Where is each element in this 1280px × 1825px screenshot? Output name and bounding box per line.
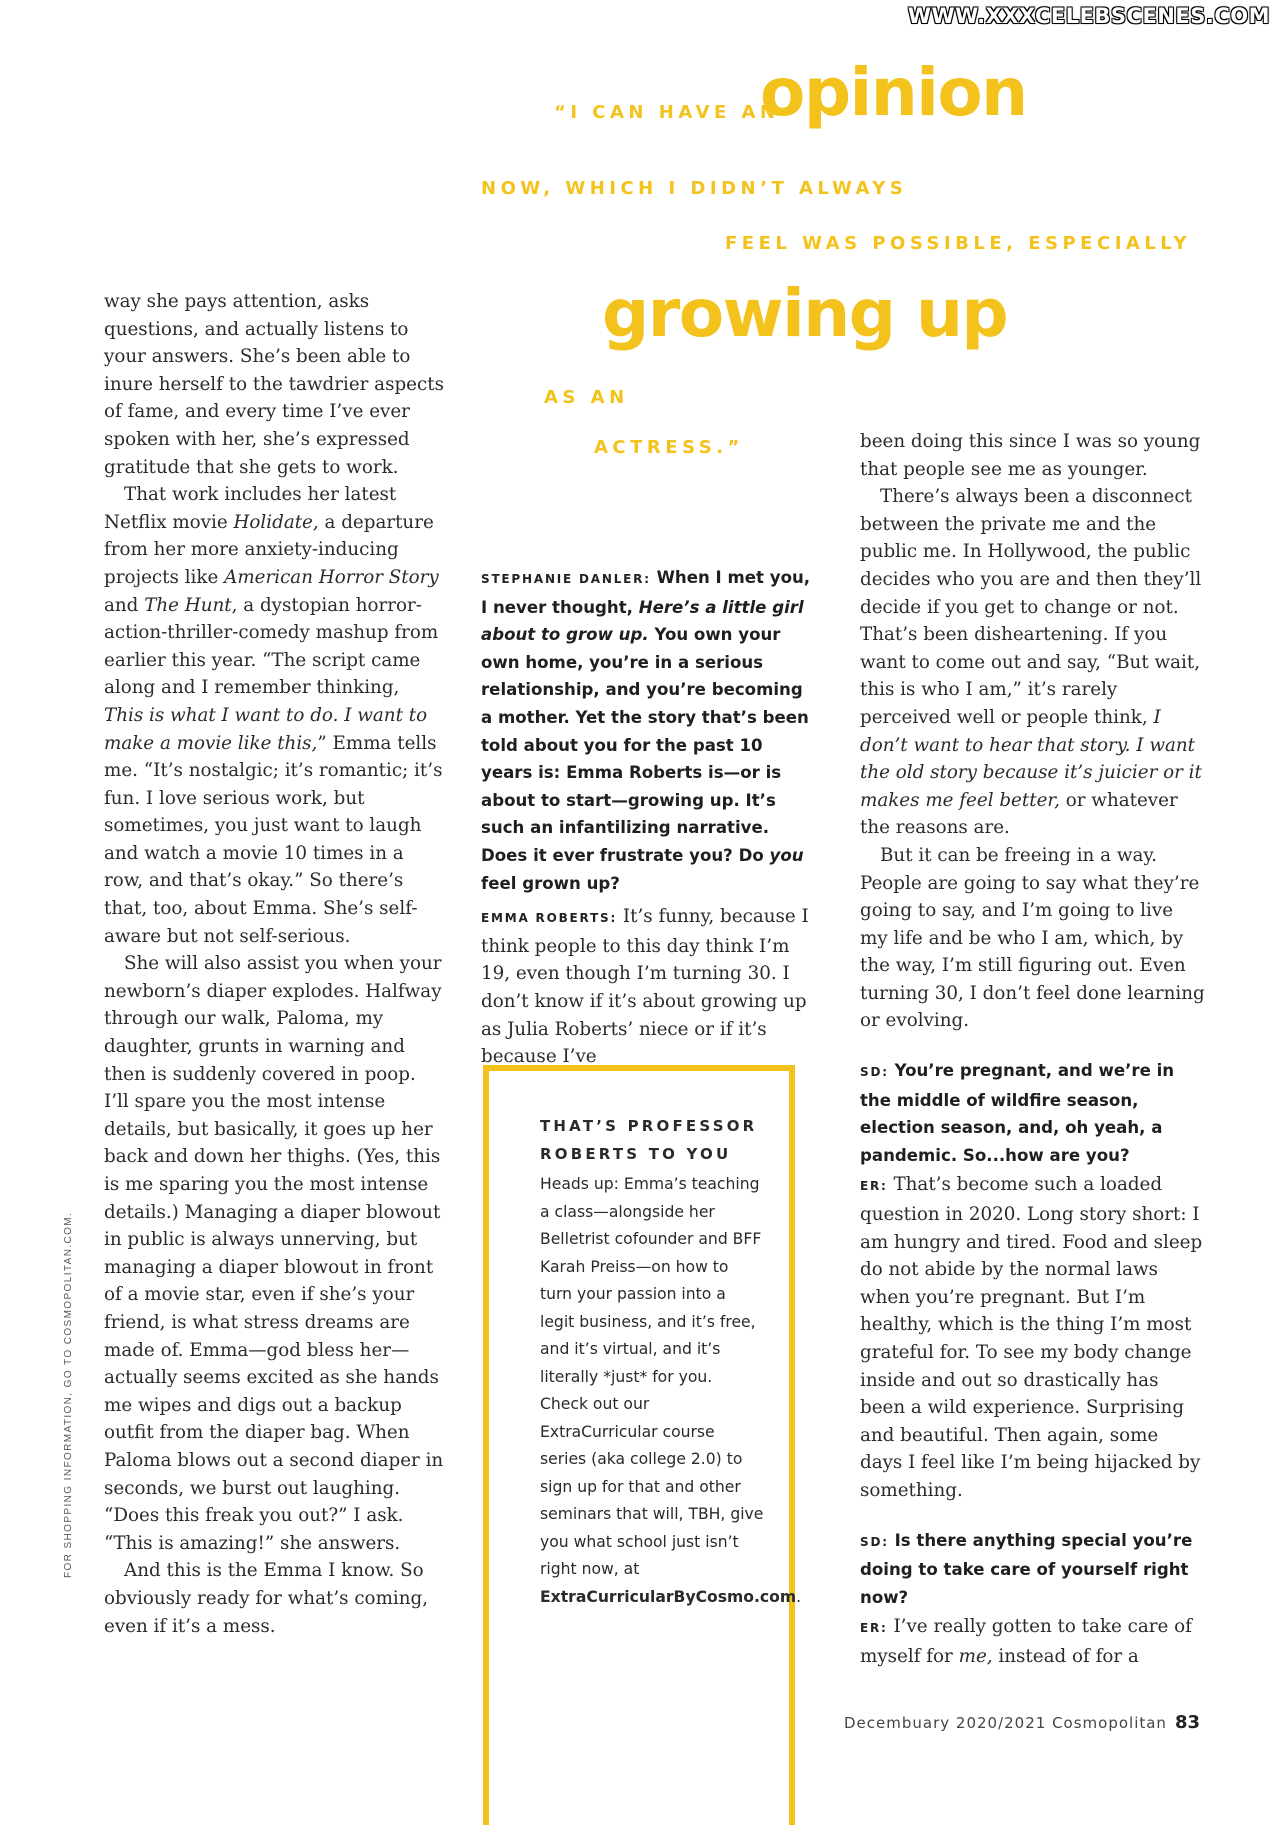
text: . [796,1587,802,1606]
italic-title: The Hunt [144,594,232,616]
text: There’s always been a disconnect between the private me and the public me. In Hollywood, the public decides who you are and then they’ll decide if you get to change or not. That’s been disheartening. If you want to come out and say, “But wait, this is who I am,” it’s rarely perceived well or people think, [860,486,1202,728]
text: You’re pregnant, and we’re in the middle of wildfire season, election season, and, oh yeah, a pandemic. So...how are you? [860,1061,1175,1165]
italic-quote: This is what I want to do. I want to make a movie like this, [104,704,428,754]
paragraph: And this is the Emma I know. So obviously ready for what’s coming, even if it’s a mess. [104,1560,429,1637]
italic-title: American Horror Story [224,566,439,588]
paragraph: way she pays attention, asks questions, and actually listens to your answers. She’s been able to inure herself to the tawdrier aspects of fame, and every time I’ve ever spoken with her, she’s expressed gratitude that she gets to work. [104,291,444,478]
italic-text: you [769,845,804,865]
pull-quote-emphasis-opinion: opinion [760,54,1027,131]
paragraph: But it can be freeing in a way. People are going to say what they’re going to say, and I’m going to live my life and be who I am, which, by the way, I’m still figuring out. Even turning 30, I don’t feel done learning or evolving. [860,844,1205,1032]
text: and [104,594,145,616]
text: or whatever the reasons are. [860,789,1178,839]
side-credit: FOR SHOPPING INFORMATION, GO TO COSMOPOLITAN.COM. [63,1211,74,1578]
speaker-label: STEPHANIE DANLER: [481,572,651,586]
watermark: WWW.XXXCELEBSCENES.COM [907,4,1270,28]
text: That’s become such a loaded question in 2020. Long story short: I am hungry and tired. Food and sleep do not abide by the normal laws when you’re pregnant. But I’m healthy, which is the thing I’m most grateful for. To see my body change inside and out so drastically has been a wild experience. Surprising and beautiful. Then again, some days I feel like I’m being hijacked by something. [860,1174,1203,1501]
article-column-3 [860,428,1205,1671]
text: , a dystopian horror-action-thriller-comedy mashup from earlier this year. “The script came along and I remember thinking, [104,594,439,699]
sidebar-link[interactable]: ExtraCurricularByCosmo.com [540,1587,797,1606]
paragraph: She will also assist you when your newborn’s diaper explodes. Halfway through our walk, Paloma, my daughter, grunts in warning and then is suddenly covered in poop. I’ll spare you the most intense details, but basically, it goes up her back and down her thighs. (Yes, this is me sparing you the most intense details.) Managing a diaper blowout in public is always unnerving, but managing a diaper blowout in front of a movie star, even if she’s your friend, is what stress dreams are made of. Emma—god bless her—actually seems excited as she hands me wipes and digs out a backup outfit from the diaper bag. When Paloma blows out a second diaper in seconds, we burst out laughing. “Does this freak you out?” I ask. “This is amazing!” she answers. [104,953,444,1554]
text: Heads up: Emma’s teaching a class—alongside her Belletrist cofounder and BFF Karah Preiss—on how to turn your passion into a legit business, and it’s free, and it’s virtual, and it’s literally *just* for you. Check out our ExtraCurricular course series (aka college 2.0) to sign up for that and other seminars that will, TBH, give you what school just isn’t right now, at [540,1175,764,1578]
question-3 [860,1527,1205,1612]
speaker-label: SD: [860,1065,889,1080]
text: That work includes her latest Netflix movie [104,484,397,533]
text: When I met you, I never thought, [481,568,811,617]
article-column-1 [104,288,444,1640]
paragraph [104,481,444,950]
text: feel grown up? [481,873,620,893]
answer-1 [481,903,816,1071]
answer-3 [860,1613,1205,1670]
text: instead of for a [992,1645,1139,1667]
pull-quote-line-2: NOW, WHICH I DIDN’T ALWAYS [481,178,908,199]
text: Is there anything special you’re doing to take care of yourself right now? [860,1530,1193,1607]
italic-text: I don’t want to hear that story. I want the old story because it’s juicier or it makes me feel better, [860,706,1202,811]
paragraph [860,483,1205,842]
pull-quote-line-3: FEEL WAS POSSIBLE, ESPECIALLY [725,233,1191,254]
text: It’s funny, because I think people to this day think I’m 19, even though I’m turning 30. I don’t know if it’s about growing up as Julia Roberts’ niece or if it’s because I’ve [481,906,809,1068]
speaker-label: EMMA ROBERTS: [481,911,618,926]
text: ” Emma tells me. “It’s nostalgic; it’s romantic; it’s fun. I love serious work, but sometimes, you just want to laugh and watch a movie 10 times in a row, and that’s okay.” So there’s that, too, about Emma. She’s self-aware but not self-serious. [104,732,443,947]
pull-quote-line-6: ACTRESS.” [594,437,744,458]
question-1 [481,564,816,897]
pull-quote-line-1: “I CAN HAVE AN [554,102,780,123]
pull-quote-line-5: AS AN [544,387,629,408]
paragraph: been doing this since I was so young that people see me as younger. [860,431,1201,480]
italic-title: Holidate, [233,511,319,533]
page-footer [844,1712,1200,1733]
speaker-label: ER: [860,1179,888,1194]
answer-2 [860,1171,1205,1504]
question-2 [860,1057,1205,1169]
pull-quote-emphasis-growing-up: growing up [602,275,1008,352]
speaker-label: SD: [860,1534,889,1549]
text: I’ve really gotten to take care of myself for [860,1616,1192,1667]
text: a departure from her more anxiety-inducing projects like [104,511,434,588]
page-number: 83 [1174,1712,1200,1733]
italic-text: me, [958,1645,993,1667]
text: You own your own home, you’re in a serious relationship, and you’re becoming a mother. Yet the story that’s been told about you for the past 10 years is: Emma Roberts is—or is about to start—growing up. It’s such an infantilizing narrative. Does it ever frustrate you? Do [481,625,809,865]
issue-label: Decembuary 2020/2021 Cosmopolitan [844,1714,1167,1732]
speaker-label: ER: [860,1621,888,1636]
sidebar-heading: THAT’S PROFESSOR ROBERTS TO YOU [540,1117,758,1163]
article-column-2 [481,564,816,1071]
italic-text: Here’s a little girl about to grow up. [481,597,804,645]
sidebar-body [540,1171,802,1611]
